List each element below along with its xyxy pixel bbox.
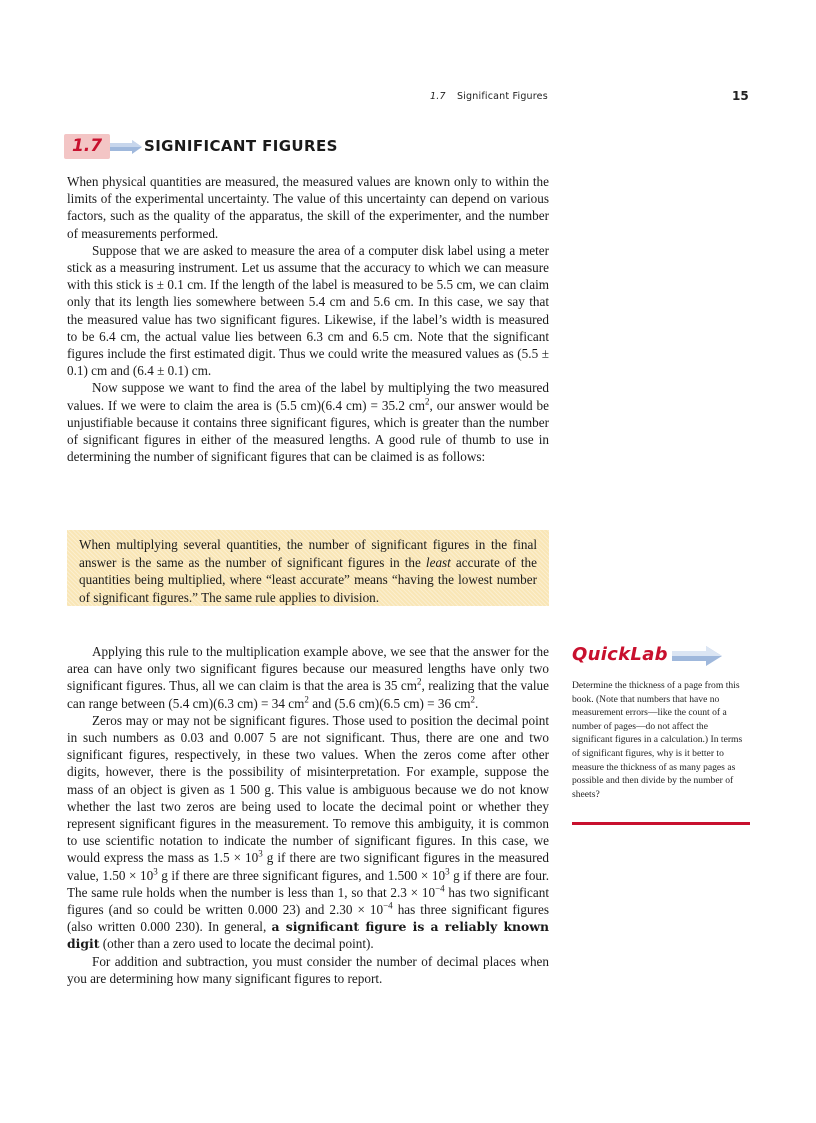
superscript: −4 bbox=[383, 900, 393, 911]
text-run: g if there are four. The same rule holds when the number is less than 1, so that 2.3 × 10 bbox=[67, 867, 549, 900]
key-definition: a significant figure is a reliably known digit bbox=[67, 919, 549, 952]
text-run: Zeros may or may not be significant figures. Those used to position the decimal point in such numbers as 0.03 and 0.007 5 are not significant. Thus, there are one and two significant figures, respectively, in these two values. When the zeros come after other digits, however, there is the possibility of misinterpretation. For example, suppose the mass of an object is given as 1 500 g. This value is ambiguous because we do not know whether the last two zeros are being used to locate the decimal point or whether they represent significant figures in the measurement. To remove this ambiguity, it is common to use scientific notation to indicate the number of significant figures. In this case, we would express the mass as 1.5 × 10 bbox=[67, 712, 549, 866]
superscript: 3 bbox=[445, 866, 450, 877]
superscript: −4 bbox=[435, 883, 445, 894]
emphasis: least bbox=[425, 554, 451, 570]
arrow-icon bbox=[672, 646, 722, 666]
paragraph bbox=[67, 643, 549, 712]
section-heading bbox=[64, 134, 364, 160]
section-number-badge: 1.7 bbox=[64, 134, 110, 159]
text-run: g if there are three significant figures, and 1.500 × 10 bbox=[157, 867, 446, 883]
superscript: 3 bbox=[258, 849, 263, 860]
arrow-icon bbox=[110, 140, 142, 154]
intro-text bbox=[67, 173, 549, 465]
page-number: 15 bbox=[732, 89, 749, 103]
paragraph: For addition and subtraction, you must consider the number of decimal places when you are determining how many significant figures to report. bbox=[67, 953, 549, 986]
running-header bbox=[430, 91, 548, 102]
text-run: . bbox=[475, 695, 479, 711]
main-text bbox=[67, 643, 549, 987]
quicklab-title: QuickLab bbox=[572, 644, 668, 665]
paragraph: When physical quantities are measured, the measured values are known only to within the limits of the experimental uncertainty. The value of this uncertainty can depend on various factors, such as the quality of the apparatus, the skill of the experimenter, and the number of measurements performed. bbox=[67, 174, 549, 241]
divider bbox=[572, 822, 750, 825]
header-section-number: 1.7 bbox=[430, 91, 446, 102]
superscript: 2 bbox=[304, 694, 309, 705]
text-run: When multiplying several quantities, the number of significant figures in the final answer is the same as the number of significant figures in the bbox=[79, 537, 537, 570]
text-run: accurate of the quantities being multiplied, where “least accurate” means “having the lowest number of significant figures.” The same rule applies to division. bbox=[79, 554, 537, 605]
paragraph bbox=[67, 712, 549, 953]
text-run: and (5.6 cm)(6.5 cm) = 36 cm bbox=[308, 695, 471, 711]
text-run: has three significant figures (also written 0.000 230). In general, bbox=[67, 902, 549, 935]
superscript: 2 bbox=[417, 677, 422, 688]
key-rule-box bbox=[67, 530, 549, 606]
text-run: , realizing that the value can range between (5.4 cm)(6.3 cm) = 34 cm bbox=[67, 678, 549, 711]
superscript: 2 bbox=[425, 396, 430, 407]
paragraph: Suppose that we are asked to measure the area of a computer disk label using a meter stick as a measuring instrument. Let us assume that the accuracy to which we can measure with this stick is ± 0.1 cm. If the length of the label is measured to be 5.5 cm, we can claim only that its length lies somewhere between 5.4 cm and 5.6 cm. In this case, we say that the measured value has two significant figures. Likewise, if the label’s width is measured to be 6.4 cm, the actual value lies between 6.3 cm and 6.5 cm. Note that the significant figures include the first estimated digit. Thus we could write the measured values as (5.5 ± 0.1) cm and (6.4 ± 0.1) cm. bbox=[67, 242, 549, 379]
paragraph bbox=[67, 379, 549, 465]
superscript: 3 bbox=[153, 866, 158, 877]
text-run: Now suppose we want to find the area of the label by multiplying the two measured values. If we were to claim the area is (5.5 cm)(6.4 cm) = 35.2 cm bbox=[67, 380, 549, 413]
text-run: g if there are two significant figures in the measured value, 1.50 × 10 bbox=[67, 850, 549, 883]
text-run: , our answer would be unjustifiable because it contains three significant figures, which is greater than the number of significant figures in either of the measured lengths. A good rule of thumb to use in determining the number of significant figures that can be claimed is as follows: bbox=[67, 397, 549, 465]
section-title: SIGNIFICANT FIGURES bbox=[144, 137, 338, 155]
header-section-title: Significant Figures bbox=[456, 91, 548, 102]
text-run: has two significant figures (and so could be written 0.000 23) and 2.30 × 10 bbox=[67, 884, 549, 918]
text-run: Applying this rule to the multiplication example above, we see that the answer for the area can have only two significant figures because our measured lengths have only two significant figures. Thus, all we can claim is that the area is 35 cm bbox=[67, 644, 549, 694]
text-run: (other than a zero used to locate the decimal point). bbox=[99, 936, 374, 952]
superscript: 2 bbox=[470, 694, 476, 705]
quicklab-sidebar bbox=[572, 644, 750, 801]
quicklab-text: Determine the thickness of a page from this book. (Note that numbers that have no measurement errors—like the count of a number of pages—do not affect the significant figures in a calculation.) In terms of significant figures, why is it better to measure the thickness of as many pages as possible and then divide by the number of sheets? bbox=[572, 680, 743, 800]
